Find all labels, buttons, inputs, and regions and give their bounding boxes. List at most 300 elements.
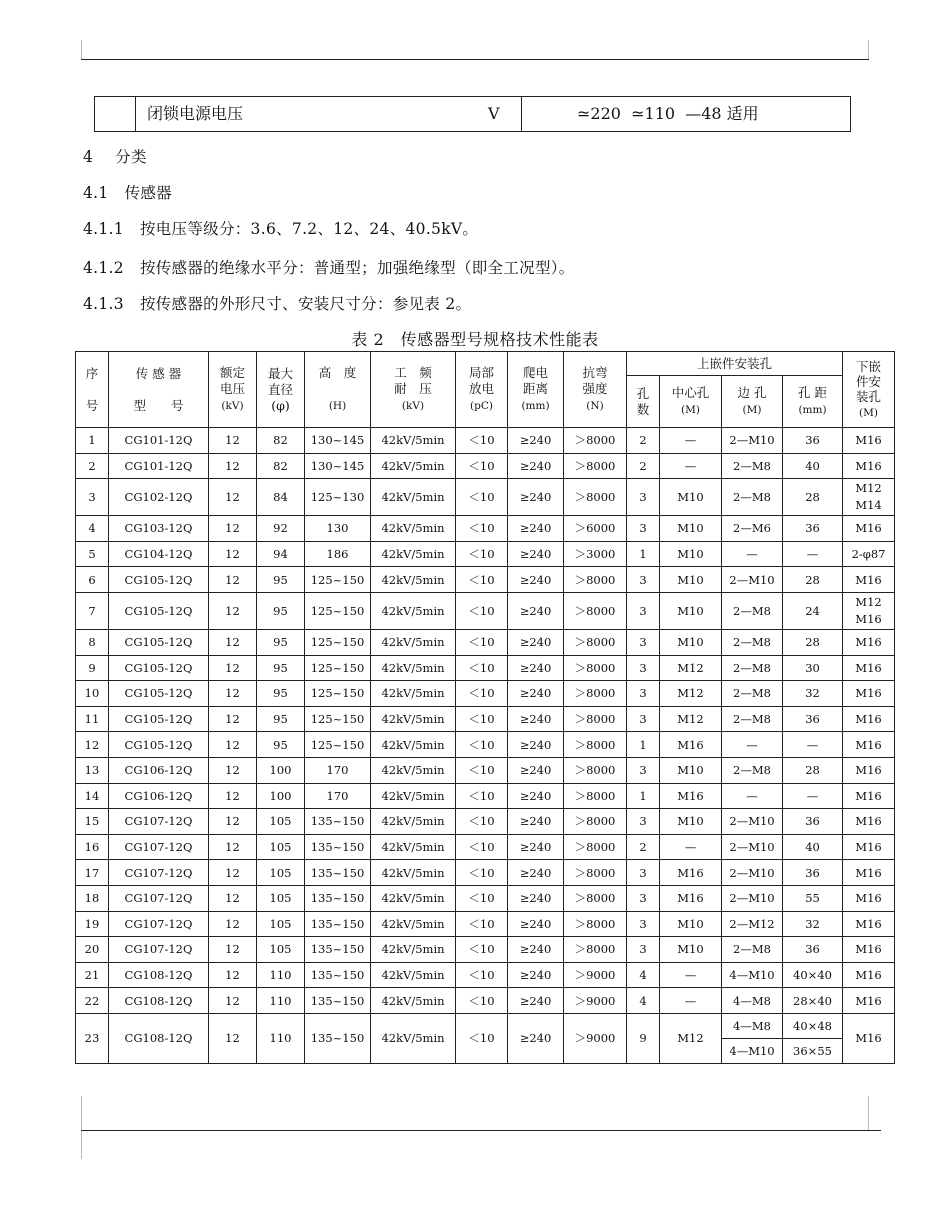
cell-creepage: ≥240 xyxy=(508,783,564,809)
header-upper-group: 上嵌件安装孔 xyxy=(627,352,843,376)
cell-withstand: 42kV/5min xyxy=(371,834,456,860)
cell-creepage: ≥240 xyxy=(508,681,564,707)
cell-withstand: 42kV/5min xyxy=(371,1013,456,1063)
cell-seq: 7 xyxy=(76,592,109,629)
cell-discharge: ＜10 xyxy=(456,757,508,783)
header-voltage: 额定 电压 (kV) xyxy=(209,352,257,428)
header-withstand: 工 频 耐 压 (kV) xyxy=(371,352,456,428)
cell-discharge: ＜10 xyxy=(456,567,508,593)
cell-center-hole: — xyxy=(660,988,722,1014)
cell-creepage: ≥240 xyxy=(508,809,564,835)
cell-seq: 12 xyxy=(76,732,109,758)
cell-discharge: ＜10 xyxy=(456,732,508,758)
cell-holes: 4 xyxy=(627,962,660,988)
cell-voltage: 12 xyxy=(209,962,257,988)
cell-holes: 1 xyxy=(627,783,660,809)
cell-bending: ＞8000 xyxy=(564,937,627,963)
cell-model: CG107-12Q xyxy=(109,809,209,835)
footer-margin-right xyxy=(868,1096,869,1130)
cell-holes: 4 xyxy=(627,988,660,1014)
cell-hole-pitch: 28 xyxy=(783,479,843,516)
cell-lower: M16 xyxy=(843,885,895,911)
cell-creepage: ≥240 xyxy=(508,911,564,937)
table-row xyxy=(76,809,895,835)
cell-holes: 1 xyxy=(627,732,660,758)
row-unit: V xyxy=(488,104,500,123)
cell-diameter: 95 xyxy=(257,706,305,732)
section-4-1-3 xyxy=(83,292,471,314)
cell-height: 125~150 xyxy=(305,655,371,681)
cell-seq: 6 xyxy=(76,567,109,593)
cell-discharge: ＜10 xyxy=(456,655,508,681)
cell-discharge: ＜10 xyxy=(456,453,508,479)
cell-bending: ＞8000 xyxy=(564,885,627,911)
cell-withstand: 42kV/5min xyxy=(371,567,456,593)
header-rule xyxy=(81,59,869,60)
cell-sub-value: 4—M10 xyxy=(722,1038,782,1063)
cell-voltage: 12 xyxy=(209,541,257,567)
cell-withstand: 42kV/5min xyxy=(371,655,456,681)
cell-model: CG105-12Q xyxy=(109,567,209,593)
cell-lower: 2-φ87 xyxy=(843,541,895,567)
cell-lower: M16 xyxy=(843,567,895,593)
cell-bending: ＞8000 xyxy=(564,592,627,629)
cell-discharge: ＜10 xyxy=(456,937,508,963)
header-margin-left xyxy=(81,40,82,59)
cell-holes: 3 xyxy=(627,860,660,886)
cell-side-hole: 2—M8 xyxy=(722,706,783,732)
cell-hole-pitch: 40×40 xyxy=(783,962,843,988)
cell-withstand: 42kV/5min xyxy=(371,732,456,758)
cell-hole-pitch: — xyxy=(783,783,843,809)
table-row xyxy=(76,783,895,809)
cell-seq: 23 xyxy=(76,1013,109,1063)
cell-discharge: ＜10 xyxy=(456,681,508,707)
cell-side-hole: 2—M10 xyxy=(722,809,783,835)
cell-bending: ＞8000 xyxy=(564,911,627,937)
table-row xyxy=(76,962,895,988)
cell-withstand: 42kV/5min xyxy=(371,516,456,542)
cell-bending: ＞8000 xyxy=(564,732,627,758)
cell-withstand: 42kV/5min xyxy=(371,541,456,567)
cell-bending: ＞9000 xyxy=(564,962,627,988)
cell-voltage: 12 xyxy=(209,809,257,835)
cell-diameter: 92 xyxy=(257,516,305,542)
cell-withstand: 42kV/5min xyxy=(371,479,456,516)
cell-height: 130 xyxy=(305,516,371,542)
cell-lower: M16 xyxy=(843,516,895,542)
cell-model: CG107-12Q xyxy=(109,860,209,886)
cell-hole-pitch: 28 xyxy=(783,757,843,783)
table-row xyxy=(76,453,895,479)
cell-voltage: 12 xyxy=(209,479,257,516)
cell-voltage: 12 xyxy=(209,706,257,732)
cell-withstand: 42kV/5min xyxy=(371,809,456,835)
cell-diameter: 105 xyxy=(257,885,305,911)
section-4-1-2 xyxy=(83,256,575,278)
cell-diameter: 95 xyxy=(257,592,305,629)
cell-bending: ＞8000 xyxy=(564,567,627,593)
table-row xyxy=(76,479,895,516)
cell-discharge: ＜10 xyxy=(456,860,508,886)
section-text: 按电压等级分：3.6、7.2、12、24、40.5kV。 xyxy=(139,220,479,238)
cell-holes: 3 xyxy=(627,681,660,707)
cell-sub-value: 40×48 xyxy=(793,1018,832,1033)
cell-bending: ＞8000 xyxy=(564,428,627,454)
cell-seq: 13 xyxy=(76,757,109,783)
section-4-1 xyxy=(83,181,172,203)
cell-creepage: ≥240 xyxy=(508,428,564,454)
cell-voltage: 12 xyxy=(209,629,257,655)
cell-center-hole: M10 xyxy=(660,911,722,937)
cell-side-hole: — xyxy=(722,732,783,758)
cell-holes: 2 xyxy=(627,453,660,479)
cell-hole-pitch: 40 xyxy=(783,834,843,860)
cell-bending: ＞8000 xyxy=(564,783,627,809)
cell-creepage: ≥240 xyxy=(508,453,564,479)
cell-model: CG105-12Q xyxy=(109,681,209,707)
cell-bending: ＞6000 xyxy=(564,516,627,542)
cell-withstand: 42kV/5min xyxy=(371,706,456,732)
footer-margin-left xyxy=(81,1096,82,1130)
cell-side-hole: 2—M12 xyxy=(722,911,783,937)
cell-withstand: 42kV/5min xyxy=(371,783,456,809)
cell-voltage: 12 xyxy=(209,516,257,542)
cell-voltage: 12 xyxy=(209,834,257,860)
cell-side-hole: 2—M8 xyxy=(722,681,783,707)
cell-diameter: 110 xyxy=(257,962,305,988)
cell-sub-value: 36×55 xyxy=(783,1038,842,1063)
cell-diameter: 95 xyxy=(257,629,305,655)
cell-seq: 15 xyxy=(76,809,109,835)
cell-sub-value: 4—M8 xyxy=(733,1018,771,1033)
cell-model: CG107-12Q xyxy=(109,834,209,860)
table-row xyxy=(76,860,895,886)
header-side-hole: 边 孔 (M) xyxy=(722,376,783,428)
cell-side-hole: 2—M8 xyxy=(722,592,783,629)
cell-diameter: 100 xyxy=(257,783,305,809)
cell-center-hole: — xyxy=(660,834,722,860)
table-caption: 表 2 传感器型号规格技术性能表 xyxy=(351,330,599,349)
table-row xyxy=(76,629,895,655)
cell-withstand: 42kV/5min xyxy=(371,937,456,963)
cell-side-hole xyxy=(722,1013,783,1063)
cell-holes: 3 xyxy=(627,629,660,655)
cell-seq: 21 xyxy=(76,962,109,988)
cell-holes: 3 xyxy=(627,567,660,593)
cell-height: 130~145 xyxy=(305,453,371,479)
cell-lower: M16 xyxy=(843,453,895,479)
table-row xyxy=(76,732,895,758)
cell-discharge: ＜10 xyxy=(456,911,508,937)
cell-holes: 3 xyxy=(627,885,660,911)
cell-creepage: ≥240 xyxy=(508,962,564,988)
cell-height: 125~130 xyxy=(305,479,371,516)
cell-model: CG105-12Q xyxy=(109,592,209,629)
cell-creepage: ≥240 xyxy=(508,479,564,516)
header-discharge: 局部 放电 (pC) xyxy=(456,352,508,428)
header-diameter: 最大 直径 (φ) xyxy=(257,352,305,428)
section-text: 按传感器的绝缘水平分：普通型；加强绝缘型（即全工况型）。 xyxy=(139,259,575,277)
cell-side-hole: — xyxy=(722,541,783,567)
cell-bending: ＞8000 xyxy=(564,655,627,681)
cell-holes: 3 xyxy=(627,809,660,835)
cell-lower: M16 xyxy=(843,757,895,783)
cell-holes: 3 xyxy=(627,706,660,732)
cell-lower: M16 xyxy=(843,655,895,681)
table-row xyxy=(76,516,895,542)
cell-center-hole: M10 xyxy=(660,757,722,783)
cell-height: 125~150 xyxy=(305,681,371,707)
cell-lower: M16 xyxy=(843,962,895,988)
cell-creepage: ≥240 xyxy=(508,516,564,542)
table-row xyxy=(76,937,895,963)
section-text: 按传感器的外形尺寸、安装尺寸分：参见表 2。 xyxy=(139,295,472,313)
header-creepage: 爬电 距离 (mm) xyxy=(508,352,564,428)
cell-seq: 5 xyxy=(76,541,109,567)
cell-center-hole: M10 xyxy=(660,592,722,629)
cell-withstand: 42kV/5min xyxy=(371,428,456,454)
cell-center-hole: M10 xyxy=(660,516,722,542)
cell-seq: 8 xyxy=(76,629,109,655)
cell-center-hole: M10 xyxy=(660,541,722,567)
cell-seq: 14 xyxy=(76,783,109,809)
cell-hole-pitch: 36 xyxy=(783,860,843,886)
cell-side-hole: 2—M10 xyxy=(722,428,783,454)
cell-center-hole: — xyxy=(660,962,722,988)
section-number: 4.1 xyxy=(83,184,109,202)
cell-height: 135~150 xyxy=(305,962,371,988)
cell-side-hole: 2—M10 xyxy=(722,885,783,911)
cell-height: 186 xyxy=(305,541,371,567)
cell-diameter: 105 xyxy=(257,860,305,886)
cell-seq: 16 xyxy=(76,834,109,860)
cell-side-hole: 2—M10 xyxy=(722,860,783,886)
cell-bending: ＞8000 xyxy=(564,453,627,479)
cell-bending: ＞9000 xyxy=(564,988,627,1014)
cell-lower: M16 xyxy=(843,988,895,1014)
cell-withstand: 42kV/5min xyxy=(371,592,456,629)
cell-model: CG104-12Q xyxy=(109,541,209,567)
cell-center-hole: — xyxy=(660,428,722,454)
cell-discharge: ＜10 xyxy=(456,834,508,860)
cell-height: 135~150 xyxy=(305,809,371,835)
cell-hole-pitch: 28 xyxy=(783,567,843,593)
cell-discharge: ＜10 xyxy=(456,988,508,1014)
cell-voltage: 12 xyxy=(209,783,257,809)
cell-height: 125~150 xyxy=(305,567,371,593)
table-row xyxy=(76,428,895,454)
cell-creepage: ≥240 xyxy=(508,988,564,1014)
section-text: 传感器 xyxy=(124,184,172,202)
cell-withstand: 42kV/5min xyxy=(371,629,456,655)
cell-seq: 3 xyxy=(76,479,109,516)
cell-holes: 9 xyxy=(627,1013,660,1063)
cell-discharge: ＜10 xyxy=(456,516,508,542)
cell-side-hole: 2—M8 xyxy=(722,757,783,783)
cell-side-hole: — xyxy=(722,783,783,809)
header-center-hole: 中心孔 (M) xyxy=(660,376,722,428)
cell-bending: ＞8000 xyxy=(564,479,627,516)
cell-center-hole: M10 xyxy=(660,629,722,655)
section-number: 4.1.1 xyxy=(83,220,124,238)
cell-lower: M16 xyxy=(843,911,895,937)
cell-creepage: ≥240 xyxy=(508,541,564,567)
cell-hole-pitch: 36 xyxy=(783,428,843,454)
cell-voltage: 12 xyxy=(209,885,257,911)
cell-voltage: 12 xyxy=(209,428,257,454)
footer-rule xyxy=(81,1130,881,1131)
row-spacer xyxy=(95,97,136,131)
cell-model: CG107-12Q xyxy=(109,885,209,911)
cell-creepage: ≥240 xyxy=(508,834,564,860)
cell-model: CG103-12Q xyxy=(109,516,209,542)
cell-creepage: ≥240 xyxy=(508,937,564,963)
cell-bending: ＞9000 xyxy=(564,1013,627,1063)
cell-side-hole: 2—M6 xyxy=(722,516,783,542)
table-header xyxy=(76,352,895,428)
cell-height: 170 xyxy=(305,783,371,809)
cell-lower: M16 xyxy=(843,428,895,454)
cell-discharge: ＜10 xyxy=(456,783,508,809)
cell-voltage: 12 xyxy=(209,681,257,707)
cell-model: CG105-12Q xyxy=(109,706,209,732)
table-row xyxy=(76,911,895,937)
cell-seq: 19 xyxy=(76,911,109,937)
cell-voltage: 12 xyxy=(209,1013,257,1063)
cell-diameter: 94 xyxy=(257,541,305,567)
cell-discharge: ＜10 xyxy=(456,592,508,629)
cell-holes: 3 xyxy=(627,911,660,937)
cell-side-hole: 2—M8 xyxy=(722,453,783,479)
cell-discharge: ＜10 xyxy=(456,885,508,911)
cell-voltage: 12 xyxy=(209,732,257,758)
cell-center-hole: M10 xyxy=(660,809,722,835)
cell-hole-pitch xyxy=(783,1013,843,1063)
cell-hole-pitch: 36 xyxy=(783,937,843,963)
cell-diameter: 100 xyxy=(257,757,305,783)
header-margin-right xyxy=(868,40,869,59)
cell-diameter: 95 xyxy=(257,681,305,707)
cell-side-hole: 2—M8 xyxy=(722,629,783,655)
cell-bending: ＞8000 xyxy=(564,629,627,655)
cell-discharge: ＜10 xyxy=(456,809,508,835)
cell-diameter: 82 xyxy=(257,453,305,479)
cell-withstand: 42kV/5min xyxy=(371,988,456,1014)
cell-voltage: 12 xyxy=(209,567,257,593)
cell-hole-pitch: 30 xyxy=(783,655,843,681)
cell-center-hole: M12 xyxy=(660,681,722,707)
cell-hole-pitch: 24 xyxy=(783,592,843,629)
cell-lower: M16 xyxy=(843,937,895,963)
cell-side-hole: 4—M10 xyxy=(722,962,783,988)
cell-diameter: 95 xyxy=(257,655,305,681)
header-model: 传 感 器 型 号 xyxy=(109,352,209,428)
cell-diameter: 95 xyxy=(257,732,305,758)
cell-diameter: 110 xyxy=(257,988,305,1014)
cell-height: 170 xyxy=(305,757,371,783)
cell-holes: 3 xyxy=(627,655,660,681)
cell-center-hole: — xyxy=(660,453,722,479)
cell-withstand: 42kV/5min xyxy=(371,860,456,886)
cell-voltage: 12 xyxy=(209,937,257,963)
cell-hole-pitch: 36 xyxy=(783,706,843,732)
section-number: 4.1.2 xyxy=(83,259,124,277)
cell-seq: 20 xyxy=(76,937,109,963)
cell-seq: 11 xyxy=(76,706,109,732)
section-4-1-1 xyxy=(83,217,478,239)
cell-model: CG105-12Q xyxy=(109,732,209,758)
cell-lower: M16 xyxy=(843,1013,895,1063)
cell-diameter: 105 xyxy=(257,937,305,963)
cell-holes: 2 xyxy=(627,428,660,454)
cell-height: 125~150 xyxy=(305,706,371,732)
cell-holes: 3 xyxy=(627,937,660,963)
table-row xyxy=(76,681,895,707)
cell-center-hole: M12 xyxy=(660,655,722,681)
cell-center-hole: M16 xyxy=(660,885,722,911)
cell-height: 130~145 xyxy=(305,428,371,454)
cell-height: 135~150 xyxy=(305,834,371,860)
cell-lower: M16 xyxy=(843,706,895,732)
cell-discharge: ＜10 xyxy=(456,428,508,454)
cell-diameter: 105 xyxy=(257,834,305,860)
cell-creepage: ≥240 xyxy=(508,732,564,758)
cell-lower: M12 M16 xyxy=(843,592,895,629)
cell-creepage: ≥240 xyxy=(508,706,564,732)
cell-seq: 9 xyxy=(76,655,109,681)
cell-side-hole: 4—M8 xyxy=(722,988,783,1014)
cell-center-hole: M12 xyxy=(660,706,722,732)
cell-bending: ＞8000 xyxy=(564,681,627,707)
cell-model: CG101-12Q xyxy=(109,428,209,454)
cell-lower: M16 xyxy=(843,732,895,758)
lock-power-voltage-row xyxy=(94,96,851,132)
row-divider xyxy=(521,97,522,131)
table-row xyxy=(76,592,895,629)
cell-holes: 3 xyxy=(627,516,660,542)
cell-center-hole: M10 xyxy=(660,479,722,516)
cell-height: 135~150 xyxy=(305,988,371,1014)
table-row xyxy=(76,885,895,911)
cell-seq: 22 xyxy=(76,988,109,1014)
cell-withstand: 42kV/5min xyxy=(371,757,456,783)
cell-withstand: 42kV/5min xyxy=(371,453,456,479)
table-row xyxy=(76,834,895,860)
row-name: 闭锁电源电压 xyxy=(147,104,244,123)
cell-height: 135~150 xyxy=(305,911,371,937)
cell-hole-pitch: 32 xyxy=(783,911,843,937)
cell-discharge: ＜10 xyxy=(456,479,508,516)
cell-center-hole: M16 xyxy=(660,860,722,886)
cell-side-hole: 2—M8 xyxy=(722,655,783,681)
cell-withstand: 42kV/5min xyxy=(371,962,456,988)
cell-hole-pitch: 32 xyxy=(783,681,843,707)
cell-hole-pitch: — xyxy=(783,732,843,758)
cell-height: 135~150 xyxy=(305,860,371,886)
cell-holes: 3 xyxy=(627,757,660,783)
cell-bending: ＞8000 xyxy=(564,706,627,732)
cell-side-hole: 2—M10 xyxy=(722,567,783,593)
cell-voltage: 12 xyxy=(209,860,257,886)
cell-creepage: ≥240 xyxy=(508,655,564,681)
cell-creepage: ≥240 xyxy=(508,629,564,655)
cell-lower: M16 xyxy=(843,681,895,707)
table-row xyxy=(76,988,895,1014)
cell-bending: ＞8000 xyxy=(564,757,627,783)
cell-height: 125~150 xyxy=(305,629,371,655)
table-row xyxy=(76,757,895,783)
